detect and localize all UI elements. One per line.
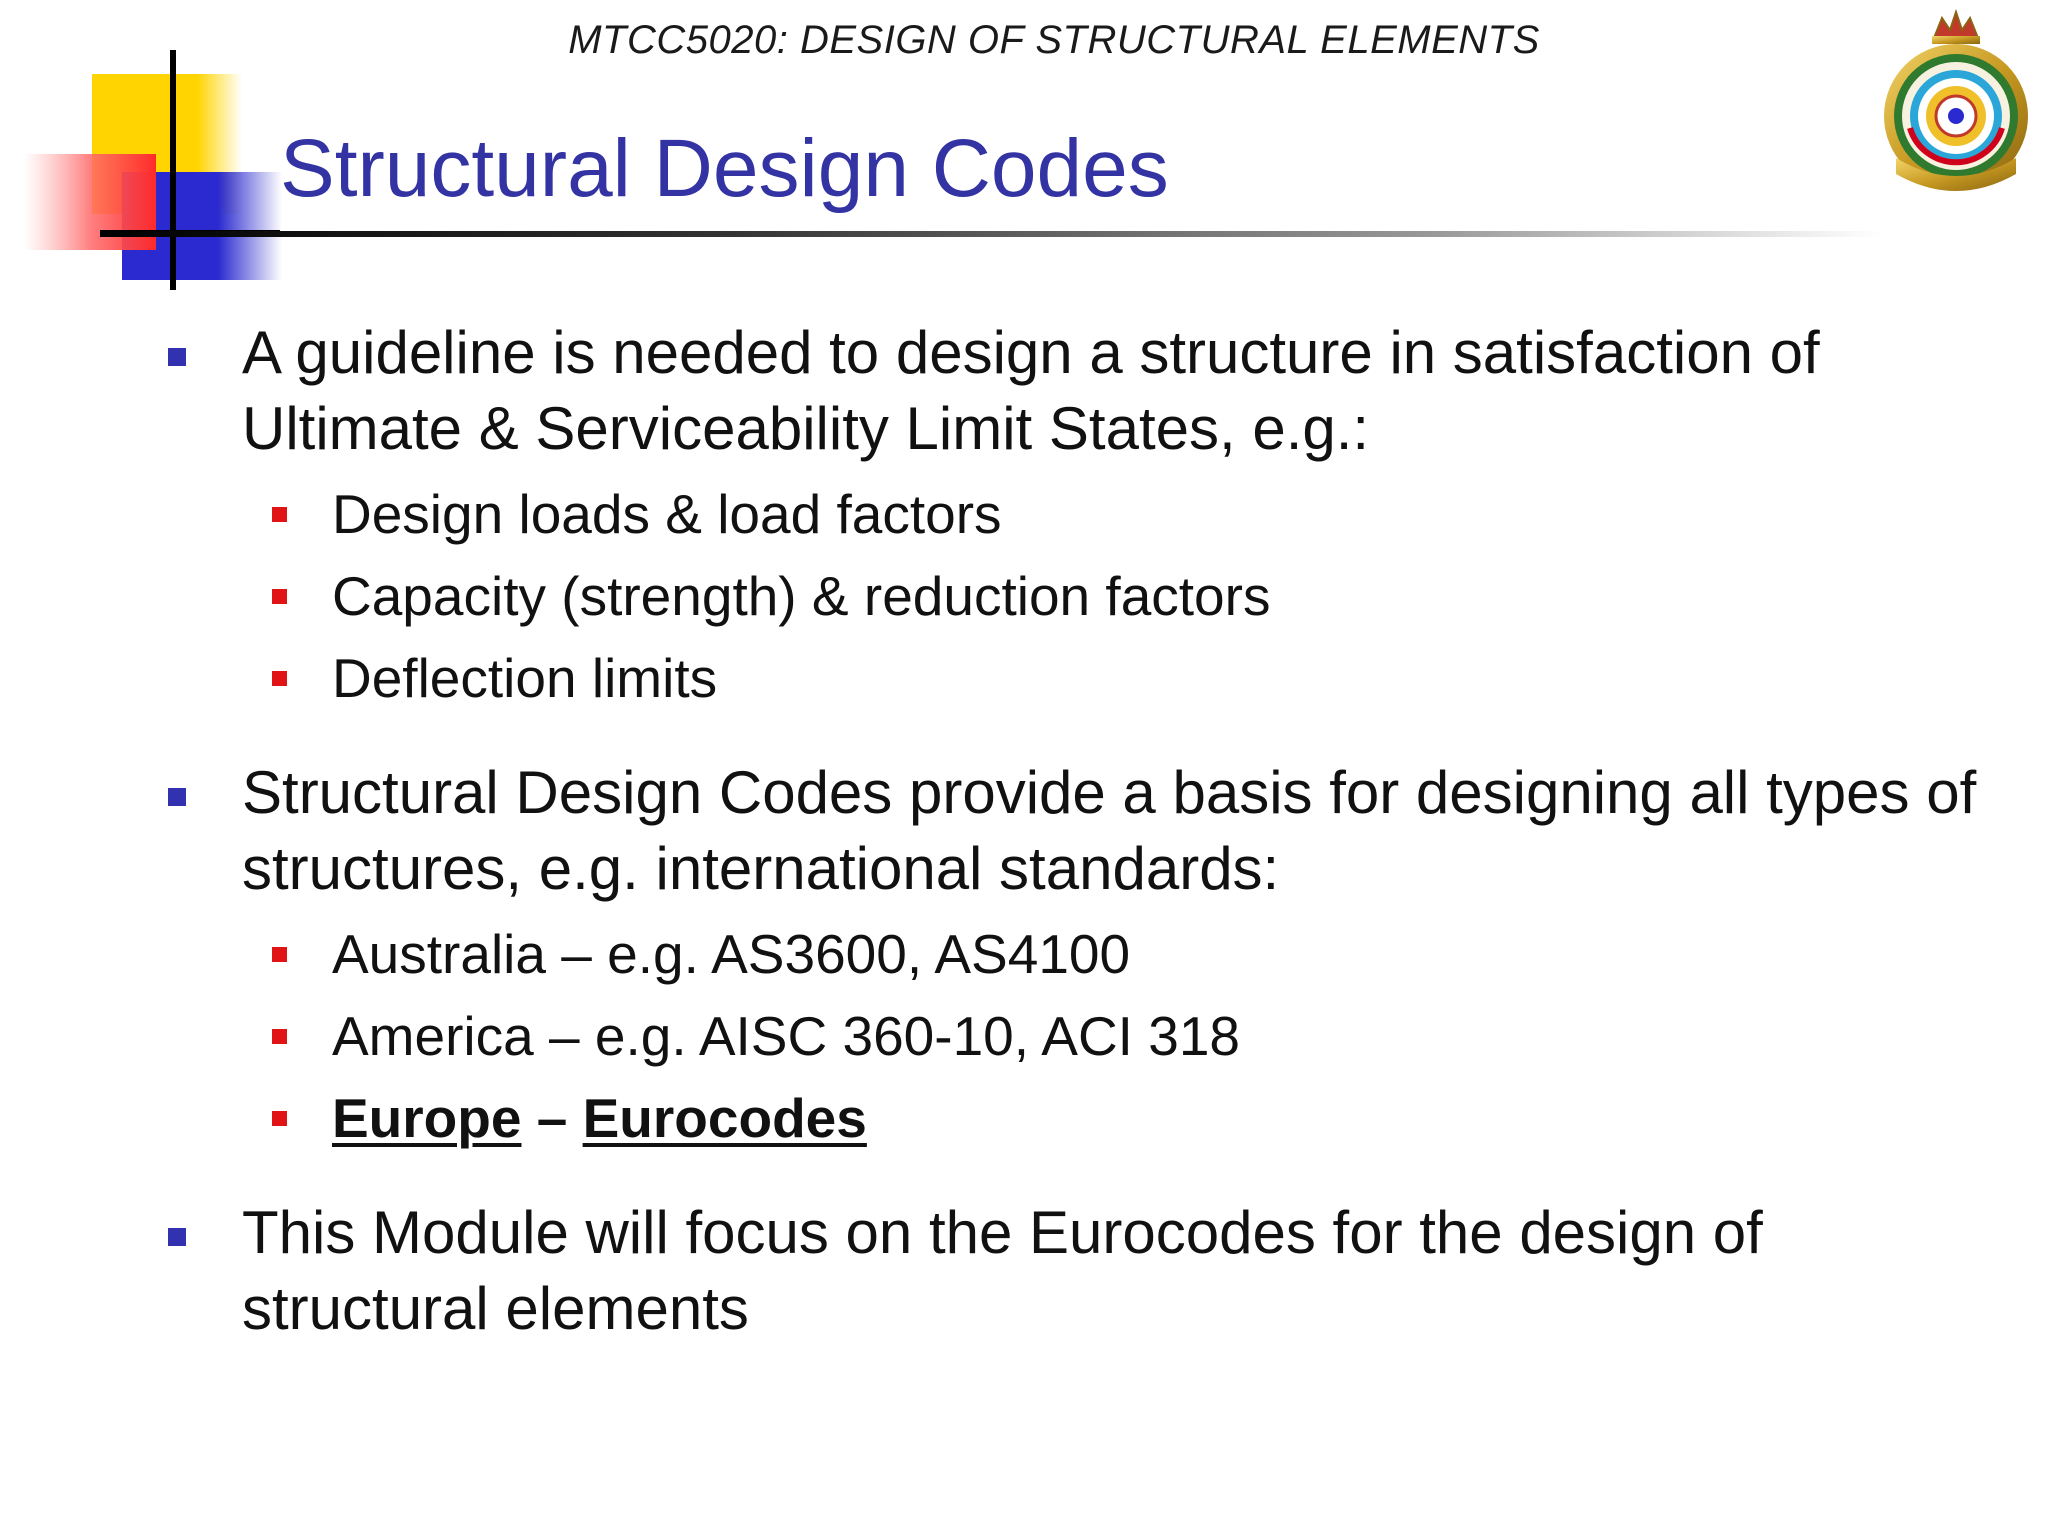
bullet-group-2: [160, 755, 2020, 1159]
bullet-group-3: [160, 1195, 2020, 1347]
sub-bullet-item: [332, 995, 2020, 1077]
square-bullet-icon: [272, 671, 287, 686]
square-bullet-icon: [168, 788, 186, 806]
sub-bullet-text: Capacity (strength) & reduction factors: [332, 565, 1271, 627]
sub-bullet-item-emphasis: [332, 1077, 2020, 1159]
emphasis-europe: Europe: [332, 1087, 522, 1149]
bullet-item: [160, 1195, 2020, 1347]
sub-bullet-list: [160, 473, 2020, 719]
sub-bullet-text: Design loads & load factors: [332, 483, 1002, 545]
square-bullet-icon: [272, 1111, 287, 1126]
square-bullet-icon: [272, 507, 287, 522]
slide-content: [160, 315, 2020, 1383]
sub-bullet-item: [332, 913, 2020, 995]
bullet-text: Structural Design Codes provide a basis for designing all types of structures, e.g. international standards:: [242, 759, 1977, 902]
emphasis-eurocodes: Eurocodes: [582, 1087, 867, 1149]
sub-bullet-text: America – e.g. AISC 360-10, ACI 318: [332, 1005, 1241, 1067]
square-bullet-icon: [168, 348, 186, 366]
square-bullet-icon: [272, 589, 287, 604]
square-bullet-icon: [168, 1228, 186, 1246]
bullet-item: [160, 315, 2020, 467]
title-divider: [100, 231, 1880, 237]
sub-bullet-item: [332, 473, 2020, 555]
bullet-item: [160, 755, 2020, 907]
university-crest-icon: [1866, 8, 2046, 194]
sub-bullet-text: Deflection limits: [332, 647, 718, 709]
square-bullet-icon: [272, 947, 287, 962]
sub-bullet-list: [160, 913, 2020, 1159]
square-bullet-icon: [272, 1029, 287, 1044]
course-header: MTCC5020: DESIGN OF STRUCTURAL ELEMENTS: [568, 18, 1540, 62]
bullet-text: A guideline is needed to design a structure in satisfaction of Ultimate & Serviceability Limit States, e.g.:: [242, 319, 1820, 462]
bullet-group-1: [160, 315, 2020, 719]
emphasis-separator: –: [536, 1087, 568, 1149]
sub-bullet-item: [332, 555, 2020, 637]
sub-bullet-text: Australia – e.g. AS3600, AS4100: [332, 923, 1131, 985]
slide-title: Structural Design Codes: [280, 123, 1169, 214]
bullet-text: This Module will focus on the Eurocodes for the design of structural elements: [242, 1199, 1763, 1342]
sub-bullet-item: [332, 637, 2020, 719]
